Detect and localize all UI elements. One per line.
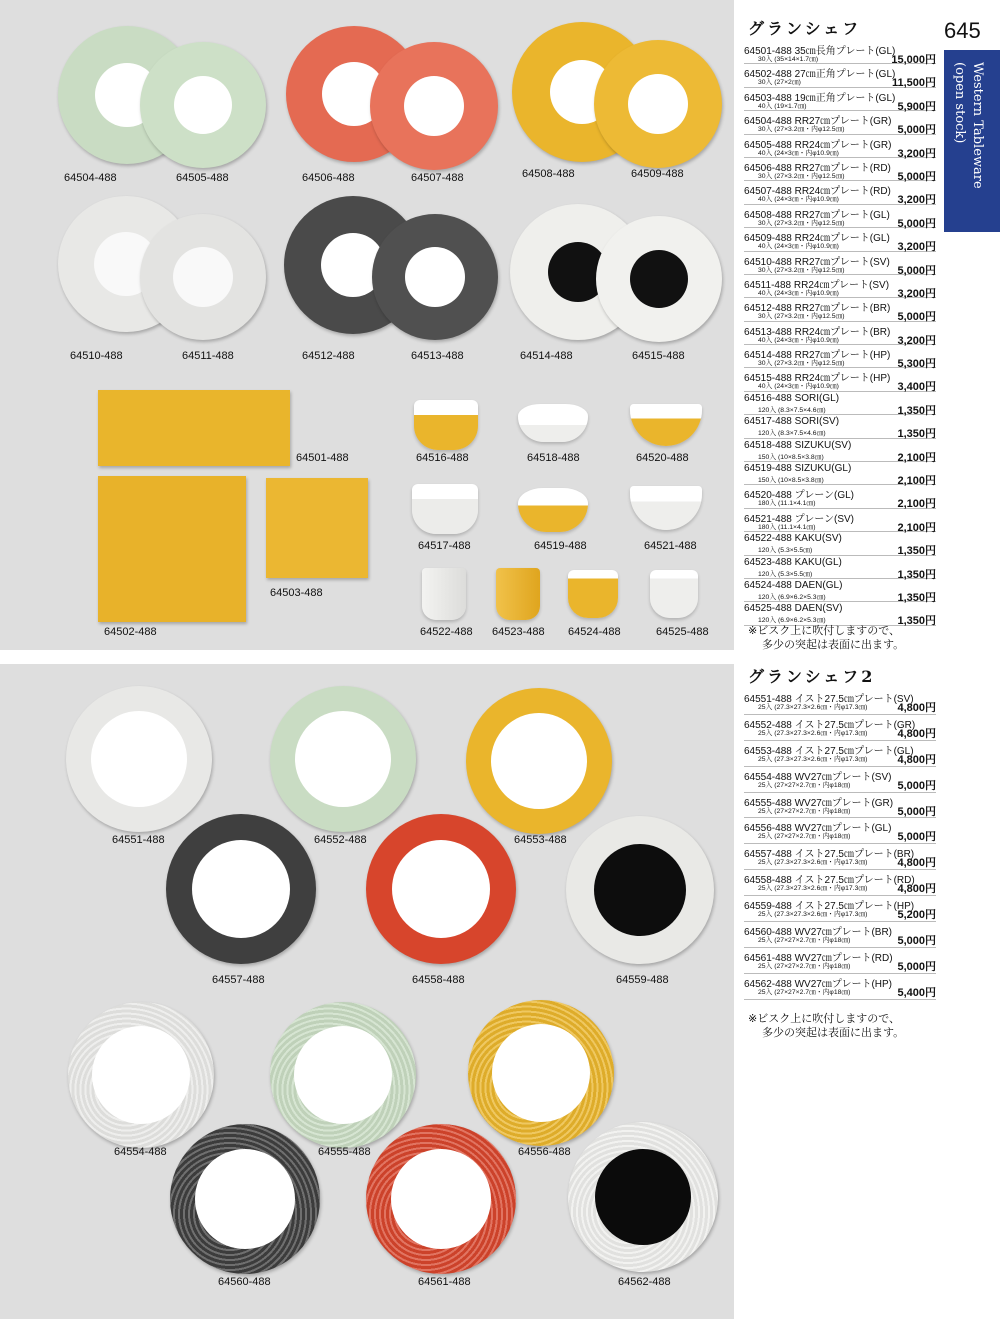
item-title bbox=[744, 533, 842, 544]
item-code: 64504-488 bbox=[744, 116, 792, 128]
item-price: 3,400円 bbox=[897, 381, 936, 394]
item-detail: 40入 (24×3㎝・内φ10.9㎝) bbox=[758, 243, 839, 251]
plate-64554 bbox=[68, 1002, 214, 1148]
item-detail: 25入 (27×27×2.7㎝・内φ18㎝) bbox=[758, 937, 851, 945]
item-detail: 40入 (19×1.7㎝) bbox=[758, 102, 807, 110]
item-name: SORI(GL) bbox=[794, 392, 840, 404]
item-detail: 30入 (27×3.2㎝・内φ12.5㎝) bbox=[758, 360, 845, 368]
item-detail: 40入 (24×3㎝・内φ10.9㎝) bbox=[758, 149, 839, 157]
list-item bbox=[744, 896, 936, 922]
tab-line1: Western Tableware bbox=[970, 62, 985, 189]
item-detail: 25入 (27.3×27.3×2.6㎝・内φ17.3㎝) bbox=[758, 704, 868, 711]
list-item bbox=[744, 298, 936, 324]
item-name: イスト27.5㎝プレート(BR) bbox=[794, 849, 915, 861]
item-code: 64518-488 bbox=[744, 439, 792, 451]
section2-note-line2: 多少の突起は表面に出ます。 bbox=[762, 1026, 905, 1039]
item-price: 4,800円 bbox=[897, 727, 936, 740]
item-price: 4,800円 bbox=[897, 857, 936, 870]
label-64553: 64553-488 bbox=[514, 834, 567, 846]
item-name: 27㎝正角プレート(GL) bbox=[794, 69, 896, 81]
item-price: 2,100円 bbox=[897, 521, 936, 534]
label-64523: 64523-488 bbox=[492, 626, 545, 638]
item-detail: 40入 (24×3㎝・内φ10.9㎝) bbox=[758, 289, 839, 297]
bowl-64519 bbox=[518, 488, 588, 532]
rect-plate-64501 bbox=[98, 390, 290, 466]
item-price: 11,500円 bbox=[891, 77, 936, 90]
item-code: 64559-488 bbox=[744, 901, 792, 913]
item-price: 2,100円 bbox=[897, 451, 936, 464]
item-code: 64560-488 bbox=[744, 927, 792, 939]
item-title bbox=[744, 440, 851, 451]
label-64552: 64552-488 bbox=[314, 834, 367, 846]
item-price: 15,000円 bbox=[891, 54, 936, 66]
plate-64509 bbox=[594, 40, 722, 168]
label-64513: 64513-488 bbox=[411, 350, 464, 362]
section1-title: グランシェフ bbox=[748, 19, 862, 38]
item-detail: 30入 (35×14×1.7㎝) bbox=[758, 56, 819, 63]
label-64512: 64512-488 bbox=[302, 350, 355, 362]
bowl-64518 bbox=[518, 404, 588, 442]
label-64521: 64521-488 bbox=[644, 540, 697, 552]
list-item bbox=[744, 158, 936, 181]
label-64560: 64560-488 bbox=[218, 1276, 271, 1288]
plate-64551 bbox=[66, 686, 212, 832]
label-64504: 64504-488 bbox=[64, 172, 117, 184]
label-64505: 64505-488 bbox=[176, 172, 229, 184]
item-price: 1,350円 bbox=[897, 545, 936, 558]
item-price: 4,800円 bbox=[897, 702, 936, 714]
item-code: 64507-488 bbox=[744, 186, 792, 198]
item-code: 64516-488 bbox=[744, 392, 792, 404]
item-code: 64502-488 bbox=[744, 69, 792, 81]
item-code: 64553-488 bbox=[744, 745, 792, 757]
list-item bbox=[744, 556, 936, 579]
item-name: 35㎝長角プレート(GL) bbox=[794, 46, 896, 57]
list-item bbox=[744, 793, 936, 819]
item-code: 64511-488 bbox=[744, 279, 792, 291]
label-64502: 64502-488 bbox=[104, 626, 157, 638]
label-64562: 64562-488 bbox=[618, 1276, 671, 1288]
plate-64507 bbox=[370, 42, 498, 170]
label-64519: 64519-488 bbox=[534, 540, 587, 552]
list-item bbox=[744, 392, 936, 415]
item-title bbox=[744, 393, 839, 404]
item-code: 64503-488 bbox=[744, 92, 792, 104]
item-code: 64510-488 bbox=[744, 256, 792, 268]
item-detail: 180入 (11.1×4.1㎝) bbox=[758, 500, 816, 508]
plate-64558 bbox=[366, 814, 516, 964]
item-price: 5,000円 bbox=[897, 264, 936, 277]
item-code: 64509-488 bbox=[744, 233, 792, 245]
list-item bbox=[744, 532, 936, 558]
item-detail: 120入 (5.3×5.5㎝) bbox=[758, 570, 813, 578]
label-64518: 64518-488 bbox=[527, 452, 580, 464]
list-item bbox=[744, 818, 936, 844]
section2-price-list bbox=[744, 689, 936, 1000]
item-code: 64557-488 bbox=[744, 849, 792, 861]
item-detail: 120入 (5.3×5.5㎝) bbox=[758, 547, 813, 555]
item-price: 3,200円 bbox=[897, 147, 936, 160]
item-code: 64551-488 bbox=[744, 694, 792, 705]
plate-64561 bbox=[366, 1124, 516, 1274]
item-name: RR24㎝プレート(SV) bbox=[793, 279, 890, 291]
label-64511: 64511-488 bbox=[182, 350, 234, 362]
label-64558: 64558-488 bbox=[412, 974, 465, 986]
item-code: 64519-488 bbox=[744, 463, 792, 475]
cup-64522 bbox=[422, 568, 466, 620]
label-64554: 64554-488 bbox=[114, 1146, 167, 1158]
list-item bbox=[744, 322, 936, 345]
item-name: RR24㎝プレート(HP) bbox=[794, 373, 891, 385]
tab-line2: (open stock) bbox=[952, 62, 967, 144]
section1-price-list bbox=[744, 41, 936, 626]
item-detail: 30入 (27×2㎝) bbox=[758, 79, 801, 87]
section-tab bbox=[944, 50, 1000, 232]
item-detail: 30入 (27×3.2㎝・内φ12.5㎝) bbox=[758, 172, 845, 180]
plate-64505 bbox=[140, 42, 266, 168]
label-64556: 64556-488 bbox=[518, 1146, 571, 1158]
item-detail: 150入 (10×8.5×3.8㎝) bbox=[758, 477, 824, 485]
item-price: 5,000円 bbox=[897, 805, 936, 818]
item-detail: 40入 (24×3㎝・内φ10.9㎝) bbox=[758, 196, 839, 204]
item-detail: 30入 (27×3.2㎝・内φ12.5㎝) bbox=[758, 219, 845, 227]
list-item bbox=[744, 462, 936, 488]
list-item bbox=[744, 111, 936, 137]
item-name: 19㎝正角プレート(GL) bbox=[794, 92, 896, 104]
item-detail: 180入 (11.1×4.1㎝) bbox=[758, 523, 816, 531]
page-number: 645 bbox=[944, 18, 981, 43]
label-64515: 64515-488 bbox=[632, 350, 685, 362]
list-item bbox=[744, 741, 936, 767]
section1-note-line2: 多少の突起は表面に出ます。 bbox=[762, 638, 905, 651]
item-name: RR27㎝プレート(RD) bbox=[794, 162, 891, 174]
item-price: 5,000円 bbox=[897, 217, 936, 230]
list-item bbox=[744, 509, 936, 532]
label-64501: 64501-488 bbox=[296, 452, 349, 464]
list-item bbox=[744, 439, 936, 462]
list-item bbox=[744, 252, 936, 275]
list-item bbox=[744, 275, 936, 298]
item-name: WV27㎝プレート(BR) bbox=[794, 927, 892, 939]
cup-64525 bbox=[650, 570, 698, 618]
plate-64560 bbox=[170, 1124, 320, 1274]
item-detail: 30入 (27×3.2㎝・内φ12.5㎝) bbox=[758, 126, 845, 134]
item-name: WV27㎝プレート(HP) bbox=[794, 978, 892, 990]
item-code: 64523-488 bbox=[744, 556, 792, 568]
product-photo-bottom bbox=[0, 664, 734, 1319]
item-name: WV27㎝プレート(GL) bbox=[794, 823, 892, 835]
label-64506: 64506-488 bbox=[302, 172, 355, 184]
label-64559: 64559-488 bbox=[616, 974, 669, 986]
list-item bbox=[744, 689, 936, 715]
list-item bbox=[744, 870, 936, 896]
item-name: RR27㎝プレート(HP) bbox=[794, 350, 891, 362]
item-title bbox=[744, 416, 839, 427]
item-price: 4,800円 bbox=[897, 883, 936, 896]
item-name: RR24㎝プレート(GL) bbox=[794, 233, 890, 245]
item-name: SORI(SV) bbox=[794, 416, 840, 428]
item-name: RR27㎝プレート(GR) bbox=[794, 116, 892, 128]
item-name: KAKU(SV) bbox=[794, 533, 842, 545]
item-price: 1,350円 bbox=[897, 428, 936, 441]
item-name: プレーン(GL) bbox=[794, 490, 855, 502]
cup-64524 bbox=[568, 570, 618, 618]
item-price: 5,200円 bbox=[897, 909, 936, 922]
list-item bbox=[744, 485, 936, 511]
label-64517: 64517-488 bbox=[418, 540, 471, 552]
item-price: 5,000円 bbox=[897, 124, 936, 137]
item-detail: 120入 (8.3×7.5×4.6㎝) bbox=[758, 406, 826, 414]
item-name: RR24㎝プレート(BR) bbox=[794, 326, 891, 338]
label-64520: 64520-488 bbox=[636, 452, 689, 464]
plate-64557 bbox=[166, 814, 316, 964]
item-code: 64521-488 bbox=[744, 513, 792, 525]
item-price: 5,000円 bbox=[897, 831, 936, 844]
bowl-64520 bbox=[630, 404, 702, 446]
label-64503: 64503-488 bbox=[270, 587, 323, 599]
item-detail: 40入 (24×3㎝・内φ10.9㎝) bbox=[758, 336, 839, 344]
item-detail: 25入 (27×27×2.7㎝・内φ18㎝) bbox=[758, 807, 851, 815]
section1-note bbox=[748, 624, 904, 652]
item-detail: 30入 (27×3.2㎝・内φ12.5㎝) bbox=[758, 266, 845, 274]
label-64557: 64557-488 bbox=[212, 974, 265, 986]
item-price: 5,300円 bbox=[897, 358, 936, 371]
item-detail: 120入 (8.3×7.5×4.6㎝) bbox=[758, 430, 826, 438]
list-item bbox=[744, 135, 936, 158]
item-detail: 30入 (27×3.2㎝・内φ12.5㎝) bbox=[758, 313, 845, 321]
item-code: 64522-488 bbox=[744, 533, 792, 545]
label-64561: 64561-488 bbox=[418, 1276, 471, 1288]
item-code: 64505-488 bbox=[744, 139, 792, 151]
plate-64552 bbox=[270, 686, 416, 832]
list-item bbox=[744, 715, 936, 741]
list-item bbox=[744, 602, 936, 628]
item-name: WV27㎝プレート(RD) bbox=[794, 952, 893, 964]
list-item bbox=[744, 767, 936, 793]
item-detail: 25入 (27×27×2.7㎝・内φ18㎝) bbox=[758, 988, 851, 996]
item-code: 64517-488 bbox=[744, 416, 792, 428]
item-code: 64514-488 bbox=[744, 350, 792, 362]
item-detail: 25入 (27.3×27.3×2.6㎝・内φ17.3㎝) bbox=[758, 729, 868, 737]
label-64522: 64522-488 bbox=[420, 626, 473, 638]
item-price: 5,000円 bbox=[897, 311, 936, 324]
item-code: 64555-488 bbox=[744, 797, 792, 809]
list-item bbox=[744, 88, 936, 111]
label-64509: 64509-488 bbox=[631, 168, 684, 180]
plate-64559 bbox=[566, 816, 714, 964]
bowl-64517 bbox=[412, 484, 478, 534]
square-plate-64503 bbox=[266, 478, 368, 578]
item-name: イスト27.5㎝プレート(GL) bbox=[794, 745, 914, 757]
item-code: 64554-488 bbox=[744, 771, 792, 783]
item-code: 64506-488 bbox=[744, 162, 792, 174]
item-price: 1,350円 bbox=[897, 568, 936, 581]
item-detail: 150入 (10×8.5×3.8㎝) bbox=[758, 453, 824, 461]
item-title bbox=[744, 603, 842, 614]
item-code: 64558-488 bbox=[744, 875, 792, 887]
item-detail: 40入 (24×3㎝・内φ10.9㎝) bbox=[758, 383, 839, 391]
item-detail: 25入 (27×27×2.7㎝・内φ18㎝) bbox=[758, 833, 851, 841]
item-detail: 25入 (27.3×27.3×2.6㎝・内φ17.3㎝) bbox=[758, 911, 868, 919]
item-price: 2,100円 bbox=[897, 498, 936, 511]
item-name: イスト27.5㎝プレート(GR) bbox=[794, 719, 916, 731]
list-item bbox=[744, 922, 936, 948]
item-title bbox=[744, 557, 842, 568]
item-name: WV27㎝プレート(GR) bbox=[794, 797, 894, 809]
item-price: 3,200円 bbox=[897, 194, 936, 207]
section2-title: グランシェフ2 bbox=[748, 667, 876, 686]
square-plate-64502 bbox=[98, 476, 246, 622]
item-price: 5,400円 bbox=[897, 986, 936, 999]
item-code: 64562-488 bbox=[744, 978, 792, 990]
label-64555: 64555-488 bbox=[318, 1146, 371, 1158]
item-price: 1,350円 bbox=[897, 615, 936, 628]
item-name: WV27㎝プレート(SV) bbox=[794, 771, 892, 783]
plate-64562 bbox=[568, 1122, 718, 1272]
item-name: DAEN(GL) bbox=[794, 579, 843, 591]
item-code: 64552-488 bbox=[744, 719, 792, 731]
item-code: 64515-488 bbox=[744, 373, 792, 385]
label-64516: 64516-488 bbox=[416, 452, 469, 464]
item-detail: 120入 (6.9×6.2×5.3㎝) bbox=[758, 593, 826, 601]
list-item bbox=[744, 228, 936, 254]
label-64507: 64507-488 bbox=[411, 172, 464, 184]
item-name: RR27㎝プレート(GL) bbox=[794, 209, 890, 221]
plate-64553 bbox=[466, 688, 612, 834]
bowl-64521 bbox=[630, 486, 702, 530]
item-code: 64556-488 bbox=[744, 823, 792, 835]
section2-note-line1: ※ビスク上に吹付しますので、 bbox=[748, 1012, 900, 1025]
item-price: 3,200円 bbox=[897, 241, 936, 254]
item-detail: 25入 (27×27×2.7㎝・内φ18㎝) bbox=[758, 781, 851, 789]
item-name: RR27㎝プレート(BR) bbox=[794, 303, 891, 315]
item-code: 64501-488 bbox=[744, 46, 792, 57]
list-item bbox=[744, 345, 936, 371]
list-item bbox=[744, 205, 936, 228]
item-price: 1,350円 bbox=[897, 404, 936, 417]
list-item bbox=[744, 974, 936, 1000]
section2-note bbox=[748, 1012, 904, 1040]
list-item bbox=[744, 64, 936, 90]
item-price: 1,350円 bbox=[897, 591, 936, 604]
item-price: 2,100円 bbox=[897, 475, 936, 488]
list-item bbox=[744, 41, 936, 64]
plate-64555 bbox=[270, 1002, 416, 1148]
plate-64556 bbox=[468, 1000, 614, 1146]
item-code: 64508-488 bbox=[744, 209, 792, 221]
item-name: イスト27.5㎝プレート(RD) bbox=[794, 875, 915, 887]
list-item bbox=[744, 415, 936, 441]
item-name: SIZUKU(SV) bbox=[794, 439, 852, 451]
item-code: 64520-488 bbox=[744, 490, 792, 502]
item-detail: 25入 (27.3×27.3×2.6㎝・内φ17.3㎝) bbox=[758, 859, 868, 867]
item-detail: 120入 (6.9×6.2×5.3㎝) bbox=[758, 617, 826, 625]
item-code: 64561-488 bbox=[744, 952, 792, 964]
item-title bbox=[744, 463, 851, 474]
list-item bbox=[744, 368, 936, 394]
item-price: 3,200円 bbox=[897, 287, 936, 300]
label-64510: 64510-488 bbox=[70, 350, 123, 362]
label-64514: 64514-488 bbox=[520, 350, 573, 362]
item-detail: 25入 (27.3×27.3×2.6㎝・内φ17.3㎝) bbox=[758, 755, 868, 763]
item-name: イスト27.5㎝プレート(SV) bbox=[794, 694, 914, 705]
item-price: 4,800円 bbox=[897, 753, 936, 766]
bowl-64516 bbox=[414, 400, 478, 450]
item-name: イスト27.5㎝プレート(HP) bbox=[794, 901, 915, 913]
item-name: DAEN(SV) bbox=[794, 603, 843, 615]
product-photo-top bbox=[0, 0, 734, 650]
item-price: 5,000円 bbox=[897, 779, 936, 792]
label-64524: 64524-488 bbox=[568, 626, 621, 638]
plate-64511 bbox=[140, 214, 266, 340]
item-price: 3,200円 bbox=[897, 334, 936, 347]
item-name: SIZUKU(GL) bbox=[794, 463, 852, 475]
item-price: 5,000円 bbox=[897, 170, 936, 183]
label-64525: 64525-488 bbox=[656, 626, 709, 638]
item-detail: 25入 (27×27×2.7㎝・内φ18㎝) bbox=[758, 962, 851, 970]
item-name: RR24㎝プレート(RD) bbox=[794, 186, 891, 198]
item-code: 64524-488 bbox=[744, 579, 792, 591]
list-item bbox=[744, 948, 936, 974]
item-name: RR24㎝プレート(GR) bbox=[794, 139, 892, 151]
list-item bbox=[744, 579, 936, 602]
list-item bbox=[744, 844, 936, 870]
cup-64523 bbox=[496, 568, 540, 620]
item-code: 64513-488 bbox=[744, 326, 792, 338]
item-title bbox=[744, 580, 842, 591]
item-name: プレーン(SV) bbox=[794, 513, 855, 525]
item-name: KAKU(GL) bbox=[794, 556, 842, 568]
label-64508: 64508-488 bbox=[522, 168, 575, 180]
item-code: 64525-488 bbox=[744, 603, 792, 615]
item-code: 64512-488 bbox=[744, 303, 792, 315]
list-item bbox=[744, 181, 936, 207]
plate-64513 bbox=[372, 214, 498, 340]
item-detail: 25入 (27.3×27.3×2.6㎝・内φ17.3㎝) bbox=[758, 885, 868, 893]
label-64551: 64551-488 bbox=[112, 834, 165, 846]
item-name: RR27㎝プレート(SV) bbox=[794, 256, 890, 268]
section1-note-line1: ※ビスク上に吹付しますので、 bbox=[748, 624, 900, 637]
item-price: 5,000円 bbox=[897, 935, 936, 948]
item-price: 5,000円 bbox=[897, 960, 936, 973]
plate-64515 bbox=[596, 216, 722, 342]
item-price: 5,900円 bbox=[897, 100, 936, 113]
